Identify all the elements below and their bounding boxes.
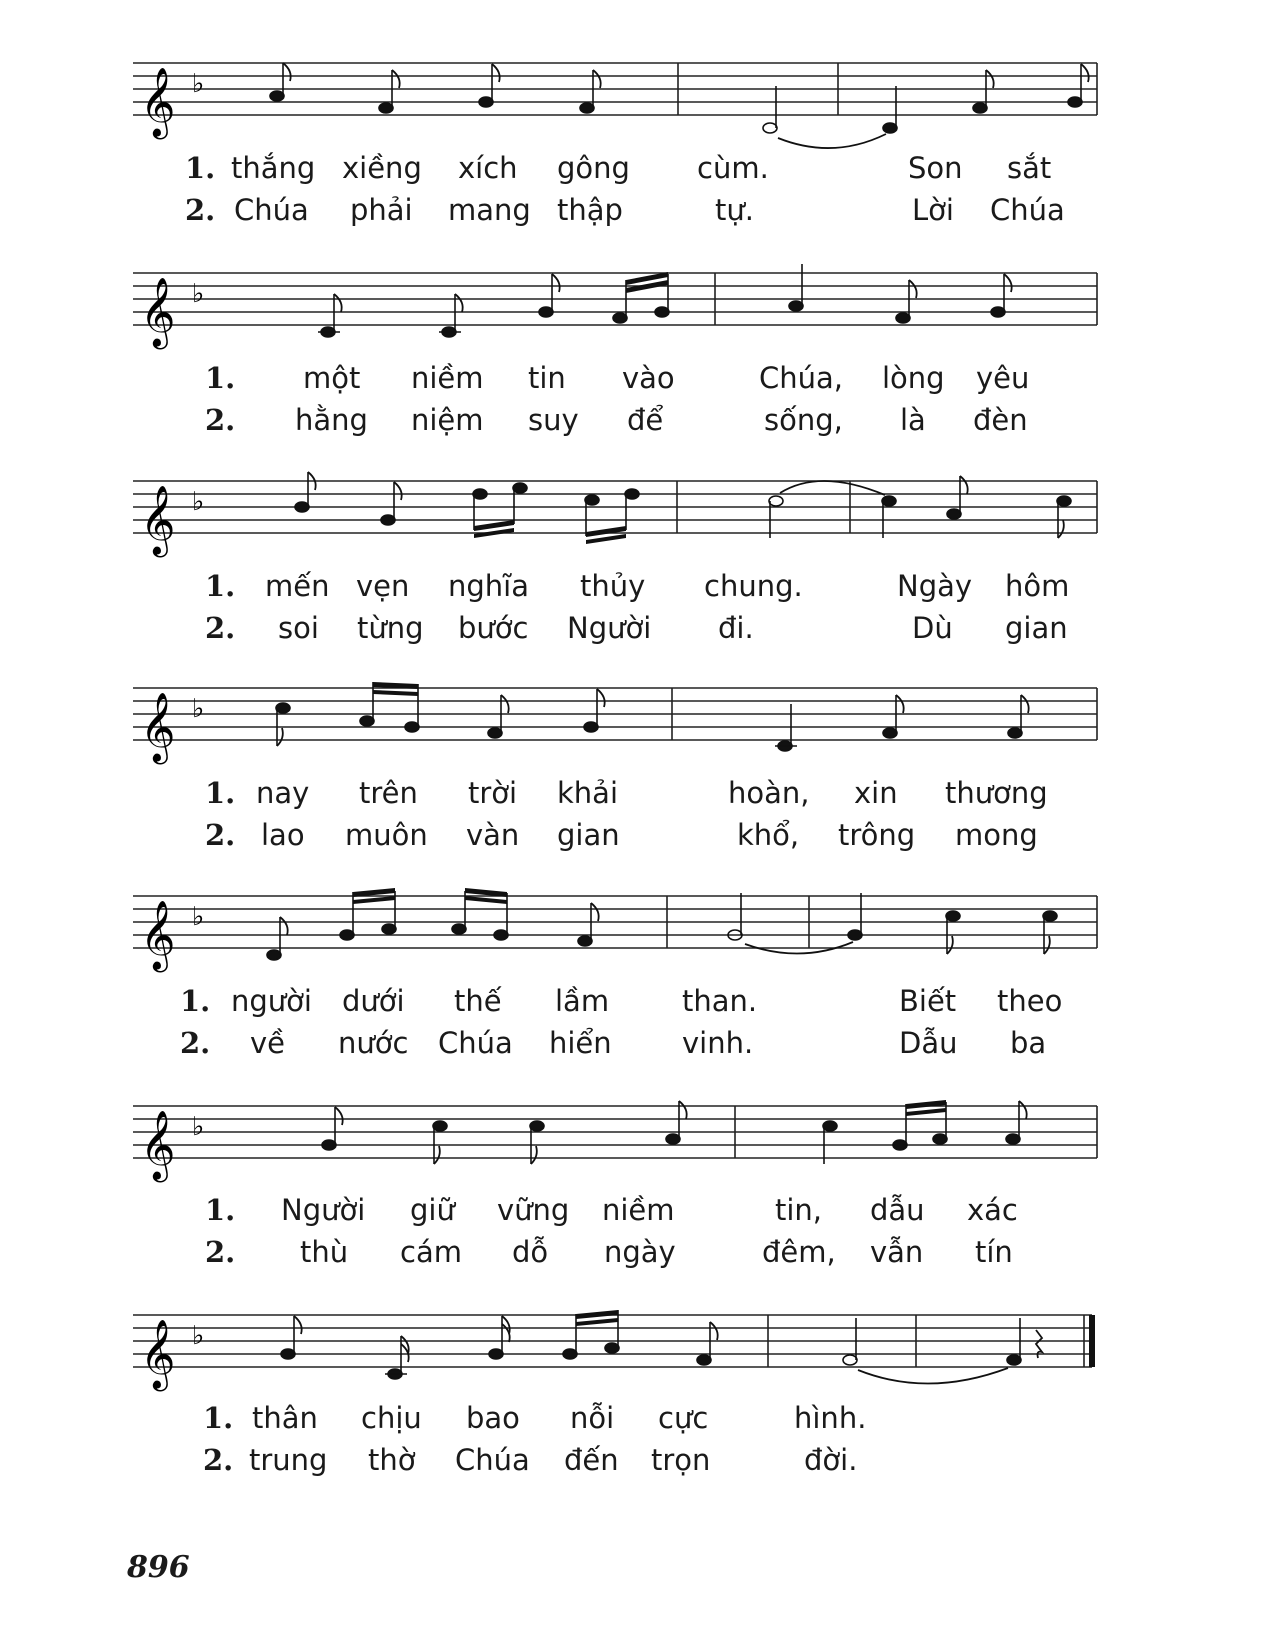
lyric-word: bao bbox=[466, 1401, 520, 1435]
lyric-word: thủy bbox=[580, 569, 646, 603]
lyric-word: gian bbox=[557, 818, 620, 852]
lyric-word: Lời bbox=[912, 193, 954, 227]
lyric-word: mong bbox=[955, 818, 1038, 852]
verse-2-line bbox=[0, 1440, 1275, 1480]
svg-text:♭: ♭ bbox=[192, 1112, 205, 1142]
verse-number: 2. bbox=[205, 611, 236, 645]
svg-text:♭: ♭ bbox=[192, 902, 205, 932]
treble-clef-icon: 𝄞 bbox=[140, 1110, 176, 1180]
verse-number: 2. bbox=[203, 1443, 234, 1477]
lyric-word: hình. bbox=[794, 1401, 867, 1435]
lyric-word: dưới bbox=[342, 984, 405, 1018]
lyric-word: cùm. bbox=[697, 151, 769, 185]
verse-1-line bbox=[0, 981, 1275, 1021]
lyric-word: thù bbox=[300, 1235, 349, 1269]
lyric-word: xiềng bbox=[342, 151, 422, 185]
lyric-word: Biết bbox=[899, 984, 957, 1018]
lyric-word: vào bbox=[622, 361, 675, 395]
lyric-word: chung. bbox=[704, 569, 803, 603]
lyric-word: khải bbox=[557, 776, 619, 810]
lyric-word: dỗ bbox=[512, 1235, 549, 1269]
staff-1 bbox=[0, 0, 1275, 150]
verse-1-line bbox=[0, 358, 1275, 398]
lyric-word: Người bbox=[567, 611, 652, 645]
staff-3 bbox=[0, 418, 1275, 568]
lyric-word: Chúa, bbox=[759, 361, 843, 395]
svg-text:♭: ♭ bbox=[192, 487, 205, 517]
lyric-word: người bbox=[231, 984, 312, 1018]
lyric-word: Son bbox=[908, 151, 963, 185]
lyric-word: thương bbox=[945, 776, 1048, 810]
lyric-word: vững bbox=[497, 1193, 570, 1227]
lyric-word: dẫu bbox=[870, 1193, 925, 1227]
lyric-word: suy bbox=[528, 403, 579, 437]
lyric-word: tin bbox=[528, 361, 566, 395]
verse-1-line bbox=[0, 773, 1275, 813]
lyric-word: Dù bbox=[912, 611, 953, 645]
lyric-word: xin bbox=[854, 776, 898, 810]
staff-2 bbox=[0, 210, 1275, 360]
lyric-word: chịu bbox=[361, 1401, 422, 1435]
verse-1-line bbox=[0, 566, 1275, 606]
lyric-word: vẫn bbox=[870, 1235, 924, 1269]
lyric-word: thắng bbox=[231, 151, 316, 185]
lyric-word: sắt bbox=[1007, 151, 1052, 185]
lyric-word: trời bbox=[468, 776, 518, 810]
staff-6 bbox=[0, 1044, 1275, 1194]
lyric-word: Chúa bbox=[990, 193, 1065, 227]
lyric-word: nay bbox=[256, 776, 310, 810]
verse-number: 2. bbox=[205, 818, 236, 852]
lyric-word: Chúa bbox=[234, 193, 309, 227]
lyric-word: trên bbox=[359, 776, 418, 810]
lyric-word: cực bbox=[658, 1401, 709, 1435]
lyric-word: Chúa bbox=[455, 1443, 530, 1477]
lyric-word: mang bbox=[448, 193, 531, 227]
lyric-word: soi bbox=[278, 611, 319, 645]
verse-number: 2. bbox=[205, 403, 236, 437]
verse-1-line bbox=[0, 1190, 1275, 1230]
lyric-word: thế bbox=[454, 984, 502, 1018]
lyric-word: đời. bbox=[804, 1443, 858, 1477]
treble-clef-icon: 𝄞 bbox=[140, 67, 176, 137]
verse-number: 1. bbox=[203, 1401, 234, 1435]
lyric-word: giữ bbox=[410, 1193, 455, 1227]
lyric-word: trung bbox=[249, 1443, 328, 1477]
lyric-word: gông bbox=[557, 151, 630, 185]
lyric-word: niềm bbox=[602, 1193, 675, 1227]
lyric-word: ba bbox=[1010, 1026, 1047, 1060]
lyric-word: lầm bbox=[555, 984, 610, 1018]
lyric-word: vinh. bbox=[682, 1026, 754, 1060]
treble-clef-icon: 𝄞 bbox=[140, 485, 176, 555]
lyric-word: mến bbox=[265, 569, 330, 603]
verse-1-line bbox=[0, 148, 1275, 188]
lyric-word: Dẫu bbox=[899, 1026, 958, 1060]
lyric-word: xích bbox=[458, 151, 518, 185]
lyric-word: là bbox=[900, 403, 926, 437]
lyric-word: muôn bbox=[345, 818, 428, 852]
lyric-word: trọn bbox=[651, 1443, 711, 1477]
lyric-word: nghĩa bbox=[448, 569, 529, 603]
lyric-word: phải bbox=[350, 193, 413, 227]
svg-text:♭: ♭ bbox=[192, 69, 205, 99]
verse-number: 2. bbox=[180, 1026, 211, 1060]
lyric-word: ngày bbox=[604, 1235, 676, 1269]
treble-clef-icon: 𝄞 bbox=[140, 277, 176, 347]
verse-number: 1. bbox=[185, 151, 216, 185]
lyric-word: Người bbox=[281, 1193, 366, 1227]
treble-clef-icon: 𝄞 bbox=[140, 692, 176, 762]
lyric-word: thân bbox=[252, 1401, 318, 1435]
svg-text:♭: ♭ bbox=[192, 279, 205, 309]
lyric-word: để bbox=[627, 403, 664, 437]
lyric-word: tự. bbox=[715, 193, 754, 227]
lyric-word: trông bbox=[838, 818, 916, 852]
verse-number: 1. bbox=[205, 1193, 236, 1227]
lyric-word: nỗi bbox=[570, 1401, 615, 1435]
lyric-word: Chúa bbox=[438, 1026, 513, 1060]
lyric-word: lao bbox=[261, 818, 305, 852]
lyric-word: đêm, bbox=[762, 1235, 836, 1269]
verse-1-line bbox=[0, 1398, 1275, 1438]
final-barline bbox=[1089, 1315, 1095, 1367]
lyric-word: hiển bbox=[549, 1026, 612, 1060]
verse-number: 1. bbox=[205, 361, 236, 395]
lyric-word: gian bbox=[1005, 611, 1068, 645]
lyric-word: niệm bbox=[411, 403, 484, 437]
lyric-word: một bbox=[303, 361, 361, 395]
lyric-word: khổ, bbox=[737, 818, 800, 852]
lyric-word: đến bbox=[564, 1443, 619, 1477]
verse-number: 1. bbox=[205, 569, 236, 603]
lyric-word: vẹn bbox=[356, 569, 410, 603]
lyric-word: xác bbox=[967, 1193, 1018, 1227]
lyric-word: tin, bbox=[775, 1193, 823, 1227]
verse-number: 2. bbox=[185, 193, 216, 227]
lyric-word: hoàn, bbox=[728, 776, 810, 810]
lyric-word: Ngày bbox=[897, 569, 973, 603]
staff-7 bbox=[0, 1252, 1275, 1402]
lyric-word: thập bbox=[557, 193, 623, 227]
lyric-word: theo bbox=[997, 984, 1063, 1018]
verse-number: 2. bbox=[205, 1235, 236, 1269]
verse-number: 1. bbox=[205, 776, 236, 810]
staff-5 bbox=[0, 836, 1275, 986]
lyric-word: đi. bbox=[718, 611, 754, 645]
verse-number: 1. bbox=[180, 984, 211, 1018]
lyric-word: nước bbox=[338, 1026, 409, 1060]
lyric-word: hôm bbox=[1005, 569, 1070, 603]
lyric-word: vàn bbox=[466, 818, 520, 852]
treble-clef-icon: 𝄞 bbox=[140, 1319, 176, 1389]
lyric-word: yêu bbox=[976, 361, 1030, 395]
svg-text:♭: ♭ bbox=[192, 694, 205, 724]
lyric-word: sống, bbox=[764, 403, 843, 437]
lyric-word: thờ bbox=[368, 1443, 416, 1477]
lyric-word: than. bbox=[682, 984, 758, 1018]
lyric-word: cám bbox=[400, 1235, 462, 1269]
svg-text:♭: ♭ bbox=[192, 1321, 205, 1351]
staff-4 bbox=[0, 628, 1275, 778]
lyric-word: về bbox=[250, 1026, 286, 1060]
lyric-word: niềm bbox=[411, 361, 484, 395]
treble-clef-icon: 𝄞 bbox=[140, 900, 176, 970]
lyric-word: đèn bbox=[973, 403, 1028, 437]
page-number: 896 bbox=[127, 1550, 190, 1585]
lyric-word: bước bbox=[458, 611, 529, 645]
lyric-word: tín bbox=[975, 1235, 1013, 1269]
lyric-word: lòng bbox=[882, 361, 945, 395]
lyric-word: từng bbox=[357, 611, 424, 645]
lyric-word: hằng bbox=[295, 403, 368, 437]
